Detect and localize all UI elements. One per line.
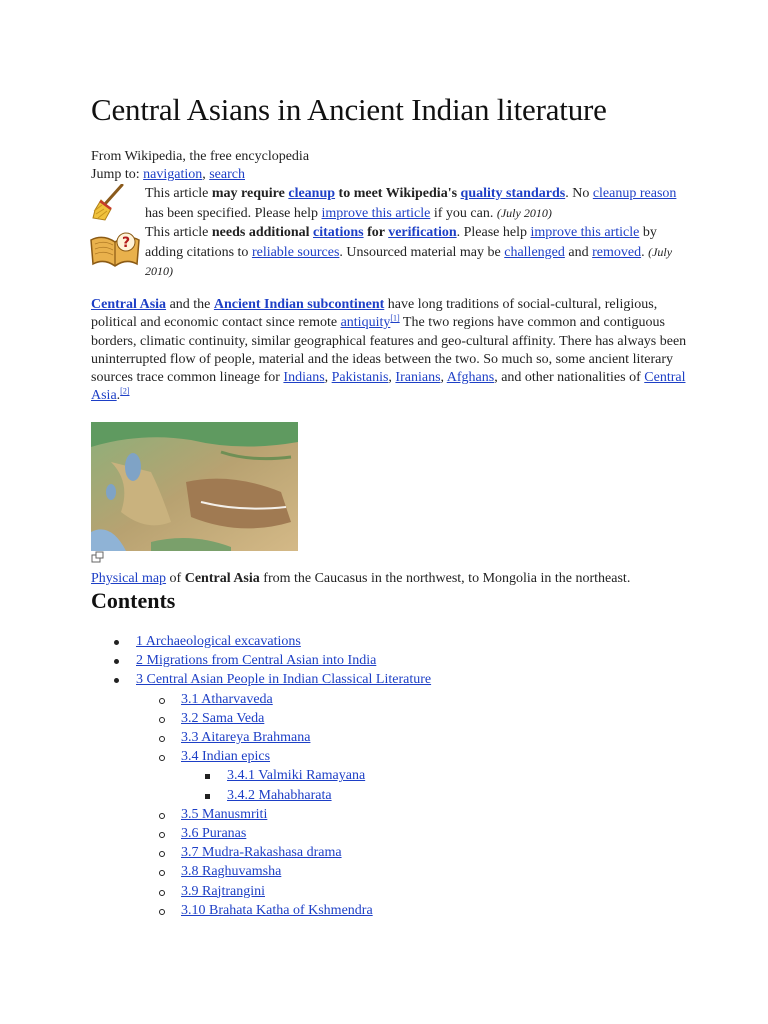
physical-map-image[interactable] bbox=[91, 422, 298, 551]
toc-bullet bbox=[159, 755, 165, 761]
toc-link[interactable]: 3.4.1 Valmiki Ramayana bbox=[227, 768, 366, 784]
toc-link[interactable]: 3.10 Brahata Katha of Kshmendra bbox=[181, 902, 373, 918]
jump-sep: , bbox=[202, 167, 210, 182]
page-title: Central Asians in Ancient Indian literature bbox=[91, 92, 607, 127]
toc-link[interactable]: 3.3 Aitareya Brahmana bbox=[181, 730, 311, 745]
citation-text-1: This article bbox=[145, 225, 212, 240]
ref-1-link[interactable]: [1] bbox=[390, 313, 400, 323]
citation-text-5: by adding citations to bbox=[145, 225, 657, 260]
intro-paragraph bbox=[91, 296, 691, 406]
cleanup-text-4: . No bbox=[565, 186, 593, 201]
from-wikipedia: From Wikipedia, the free encyclopedia bbox=[91, 149, 310, 164]
improve-article-link-2[interactable]: improve this article bbox=[530, 225, 640, 240]
subcontinent-link[interactable]: Ancient Indian subcontinent bbox=[213, 297, 385, 312]
toc-bullet bbox=[159, 870, 165, 876]
contents-heading: Contents bbox=[91, 588, 176, 613]
jump-prefix: Jump to: bbox=[91, 167, 144, 182]
toc-link[interactable]: 3.4.2 Mahabharata bbox=[227, 787, 332, 803]
toc-bullet bbox=[159, 832, 165, 838]
comma-1: , bbox=[324, 370, 332, 386]
comma-3: , bbox=[440, 370, 447, 386]
toc-link[interactable]: 3.6 Puranas bbox=[181, 826, 247, 841]
cleanup-text-3: to meet Wikipedia's bbox=[335, 186, 461, 201]
toc-bullet bbox=[159, 851, 165, 857]
intro-text-2: have long traditions of social-cultural, religious, political and economic contact since remote bbox=[91, 297, 658, 331]
quality-standards-link[interactable]: quality standards bbox=[460, 186, 566, 201]
citation-text-8: . bbox=[641, 244, 649, 260]
toc-link[interactable]: 3 Central Asian People in Indian Classical Literature bbox=[136, 672, 432, 688]
question-book-icon bbox=[89, 228, 141, 270]
antiquity-link[interactable]: antiquity bbox=[340, 315, 391, 331]
iranians-link[interactable]: Iranians bbox=[395, 370, 441, 386]
citation-text-4: . Please help bbox=[456, 225, 531, 240]
toc-bullet bbox=[114, 678, 119, 683]
broom-icon bbox=[91, 184, 127, 222]
toc-bullet bbox=[159, 813, 165, 819]
toc-bullet bbox=[159, 698, 165, 704]
cleanup-notice bbox=[145, 185, 685, 223]
map-caption bbox=[91, 570, 630, 588]
caption-bold: Central Asia bbox=[184, 571, 260, 586]
toc-link[interactable]: 3.9 Rajtrangini bbox=[181, 883, 265, 899]
intro-text-5: . bbox=[116, 388, 121, 404]
toc-bullet bbox=[159, 890, 165, 896]
reliable-sources-link[interactable]: reliable sources bbox=[251, 244, 340, 260]
toc-link[interactable]: 3.2 Sama Veda bbox=[181, 710, 265, 726]
magnify-clip-icon[interactable] bbox=[91, 551, 105, 563]
cleanup-text-6: if you can. bbox=[430, 205, 497, 221]
toc-link[interactable]: 3.5 Manusmriti bbox=[181, 806, 268, 822]
toc-bullet bbox=[114, 659, 119, 664]
citation-bold: needs additional bbox=[211, 225, 314, 240]
toc-bullet bbox=[114, 640, 119, 645]
toc-bullet bbox=[159, 909, 165, 915]
search-link[interactable]: search bbox=[209, 167, 245, 182]
citation-text-7: and bbox=[564, 244, 593, 260]
caption-text-2: from the Caucasus in the northwest, to Mongolia in the northeast. bbox=[259, 571, 631, 586]
removed-link[interactable]: removed bbox=[592, 244, 642, 260]
toc-link[interactable]: 2 Migrations from Central Asian into India bbox=[136, 653, 377, 669]
toc-bullet bbox=[159, 717, 165, 723]
cleanup-text-5: has been specified. Please help bbox=[145, 205, 322, 221]
verification-link[interactable]: verification bbox=[388, 225, 457, 240]
ref-2-link[interactable]: [2] bbox=[120, 386, 130, 396]
toc-link[interactable]: 3.4 Indian epics bbox=[181, 749, 271, 765]
cleanup-bold: may require bbox=[211, 186, 289, 201]
navigation-link[interactable]: navigation bbox=[143, 167, 203, 182]
toc-link[interactable]: 3.7 Mudra-Rakashasa drama bbox=[181, 845, 342, 861]
svg-text:?: ? bbox=[121, 235, 131, 251]
citations-link[interactable]: citations bbox=[313, 225, 364, 240]
physical-map-link[interactable]: Physical map bbox=[91, 571, 167, 586]
toc-bullet bbox=[205, 774, 210, 779]
central-asia-link-2[interactable]: Central Asia bbox=[91, 370, 686, 404]
toc-link[interactable]: 3.1 Atharvaveda bbox=[181, 691, 273, 707]
cleanup-text-1: This article bbox=[145, 186, 212, 201]
improve-article-link[interactable]: improve this article bbox=[321, 205, 431, 221]
citation-text-3: for bbox=[363, 225, 389, 240]
citation-date: (July 2010) bbox=[145, 244, 673, 278]
toc-bullet bbox=[159, 736, 165, 742]
caption-text-1: of bbox=[166, 571, 185, 586]
cleanup-date: (July 2010) bbox=[496, 205, 552, 220]
intro-text-3: The two regions have common and contiguous borders, climatic continuity, similar geographical features and geo-cultural affinity. There has always been uninterrupted flow of people, material and the ideas between the two. So much so, some ancient literary sources trace common lineage for bbox=[91, 315, 687, 386]
pakistanis-link[interactable]: Pakistanis bbox=[331, 370, 389, 386]
toc-link[interactable]: 3.8 Raghuvamsha bbox=[181, 864, 282, 880]
citation-text-6: . Unsourced material may be bbox=[339, 244, 505, 260]
jump-to bbox=[91, 166, 245, 184]
comma-2: , bbox=[388, 370, 396, 386]
indians-link[interactable]: Indians bbox=[283, 370, 325, 386]
cleanup-reason-link[interactable]: cleanup reason bbox=[592, 186, 677, 201]
intro-text-1: and the bbox=[166, 297, 214, 312]
toc-link[interactable]: 1 Archaeological excavations bbox=[136, 634, 301, 649]
central-asia-link[interactable]: Central Asia bbox=[91, 297, 167, 312]
toc-bullet bbox=[205, 794, 210, 799]
citation-notice bbox=[145, 224, 685, 282]
afghans-link[interactable]: Afghans bbox=[446, 370, 495, 386]
intro-text-4: , and other nationalities of bbox=[494, 370, 645, 386]
challenged-link[interactable]: challenged bbox=[504, 244, 565, 260]
cleanup-link[interactable]: cleanup bbox=[288, 186, 336, 201]
